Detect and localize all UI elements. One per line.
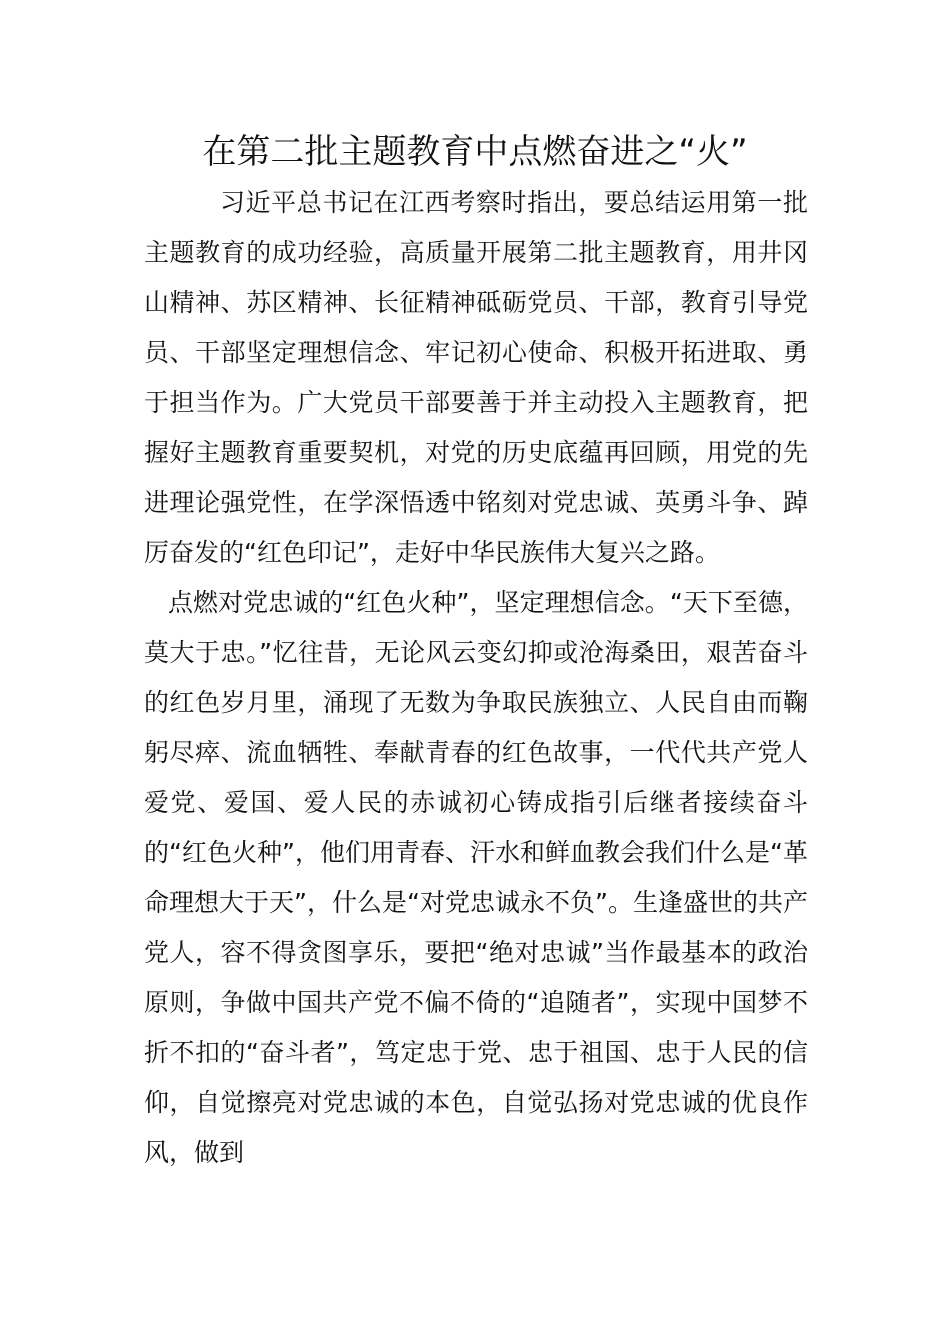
paragraph-intro: 习近平总书记在江西考察时指出，要总结运用第一批主题教育的成功经验，高质量开展第二批主题教育，用井冈山精神、苏区精神、长征精神砥砺党员、干部，教育引导党员、干部坚定理想信念、牢记初心使命、积极开拓进取、勇于担当作为。广大党员干部要善于并主动投入主题教育，把握好主题教育重要契机，对党的历史底蕴再回顾，用党的先进理论强党性，在学深悟透中铭刻对党忠诚、英勇斗争、踔厉奋发的“红色印记”，走好中华民族伟大复兴之路。 bbox=[144, 188, 808, 567]
document-title: 在第二批主题教育中点燃奋进之“火” bbox=[202, 132, 748, 172]
document-body bbox=[144, 178, 808, 1178]
paragraph-red-spark: 点燃对党忠诚的“红色火种”，坚定理想信念。“天下至德，莫大于忠。”忆往昔，无论风云变幻抑或沧海桑田，艰苦奋斗的红色岁月里，涌现了无数为争取民族独立、人民自由而鞠躬尽瘁、流血牺牲、奉献青春的红色故事，一代代共产党人爱党、爱国、爱人民的赤诚初心铸成指引后继者接续奋斗的“红色火种”，他们用青春、汗水和鲜血教会我们什么是“革命理想大于天”，什么是“对党忠诚永不负”。生逢盛世的共产党人，容不得贪图享乐，要把“绝对忠诚”当作最基本的政治原则，争做中国共产党不偏不倚的“追随者”，实现中国梦不折不扣的“奋斗者”，笃定忠于党、忠于祖国、忠于人民的信仰，自觉擦亮对党忠诚的本色，自觉弘扬对党忠诚的优良作风，做到 bbox=[144, 588, 808, 1167]
